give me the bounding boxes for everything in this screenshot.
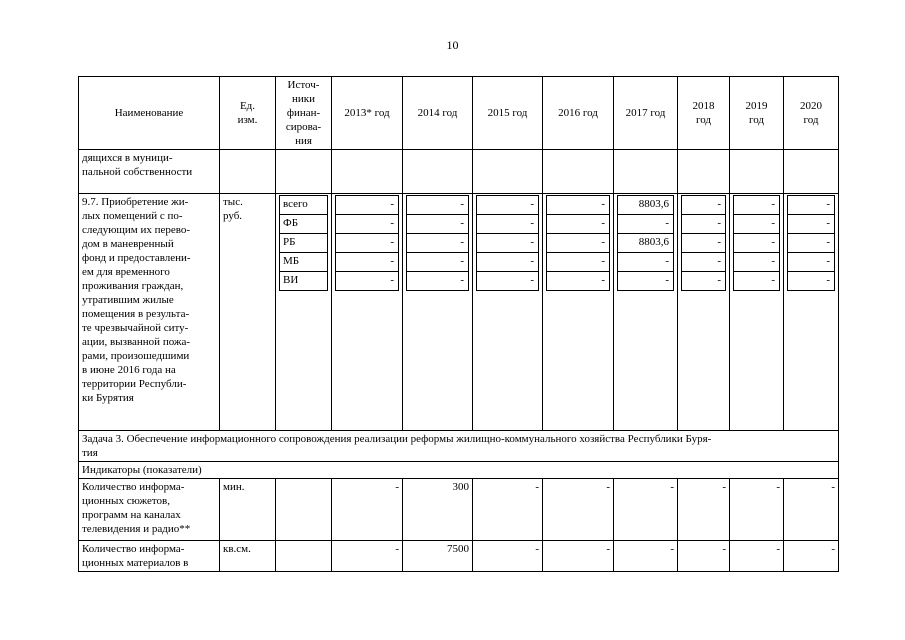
sources-list: [279, 195, 328, 291]
value-cell: -: [473, 541, 543, 572]
value-cell: -: [734, 272, 780, 291]
year-values: [787, 195, 835, 291]
value-cell: -: [788, 253, 835, 272]
row-unit: тыс. руб.: [220, 194, 276, 431]
year-values: [681, 195, 726, 291]
value-cell: -: [407, 215, 469, 234]
col-header-year: 2016 год: [543, 77, 614, 150]
value-cell: -: [336, 215, 399, 234]
empty-cell: [784, 150, 839, 194]
page-number: 10: [446, 38, 459, 52]
row-name: 9.7. Приобретение жи- лых помещений с по- следующим их перево- дом в маневренный фонд и предоставлени- ем для временного проживания граждан, утратившим жилые помещения в результа- те чрезвычайной ситу- ации, вызванной пожа- рами, произошедшими в июне 2016 года на территории Республи- ки Бурятия: [79, 194, 220, 431]
table-row-9-7: [79, 194, 839, 431]
year-cell: [614, 194, 678, 431]
col-header-year: 2013* год: [332, 77, 403, 150]
col-header-source: Источ- ники финан- сирова- ния: [276, 77, 332, 150]
value-cell: 300: [403, 479, 473, 541]
value-cell: -: [788, 234, 835, 253]
year-cell: [678, 194, 730, 431]
value-cell: -: [477, 196, 539, 215]
year-cell: [730, 194, 784, 431]
task-row: [79, 431, 839, 462]
value-cell: -: [788, 215, 835, 234]
indicator-source: [276, 541, 332, 572]
year-values: [476, 195, 539, 291]
source-label: ФБ: [280, 215, 328, 234]
year-cell: [473, 194, 543, 431]
value-cell: -: [336, 196, 399, 215]
value-cell: -: [547, 272, 610, 291]
empty-cell: [332, 150, 403, 194]
empty-cell: [678, 150, 730, 194]
indicator-name: Количество информа- ционных материалов в: [79, 541, 220, 572]
empty-cell: [614, 150, 678, 194]
indicator-unit: кв.см.: [220, 541, 276, 572]
table-row: [79, 150, 839, 194]
empty-cell: [543, 150, 614, 194]
value-cell: 8803,6: [618, 196, 674, 215]
program-table: [78, 76, 839, 572]
value-cell: -: [618, 272, 674, 291]
value-cell: -: [614, 479, 678, 541]
empty-cell: [730, 150, 784, 194]
value-cell: -: [682, 234, 726, 253]
value-cell: -: [547, 215, 610, 234]
value-cell: -: [336, 272, 399, 291]
header-row: [79, 77, 839, 150]
value-cell: -: [407, 253, 469, 272]
value-cell: -: [407, 234, 469, 253]
value-cell: -: [788, 196, 835, 215]
source-label: всего: [280, 196, 328, 215]
col-header-year: 2017 год: [614, 77, 678, 150]
value-cell: -: [730, 541, 784, 572]
value-cell: -: [734, 215, 780, 234]
year-values: [617, 195, 674, 291]
value-cell: -: [477, 272, 539, 291]
value-cell: -: [547, 196, 610, 215]
task-title: Задача 3. Обеспечение информационного сопровождения реализации реформы жилищно-коммунального хозяйства Республики Буря- тия: [79, 431, 839, 462]
col-header-year: 2014 год: [403, 77, 473, 150]
indicator-row: [79, 541, 839, 572]
year-values: [406, 195, 469, 291]
source-label: МБ: [280, 253, 328, 272]
value-cell: -: [407, 196, 469, 215]
value-cell: -: [734, 253, 780, 272]
year-cell: [332, 194, 403, 431]
value-cell: -: [734, 234, 780, 253]
value-cell: -: [618, 253, 674, 272]
col-header-year: 2018 год: [678, 77, 730, 150]
value-cell: -: [477, 234, 539, 253]
indicator-name: Количество информа- ционных сюжетов, программ на каналах телевидения и радио**: [79, 479, 220, 541]
empty-cell: [220, 150, 276, 194]
year-cell: [543, 194, 614, 431]
value-cell: -: [734, 196, 780, 215]
indicators-title: Индикаторы (показатели): [79, 462, 839, 479]
row-name: дящихся в муници- пальной собственности: [79, 150, 220, 194]
value-cell: -: [543, 541, 614, 572]
value-cell: -: [784, 541, 839, 572]
value-cell: -: [407, 272, 469, 291]
value-cell: -: [336, 253, 399, 272]
value-cell: -: [682, 272, 726, 291]
value-cell: -: [788, 272, 835, 291]
year-values: [733, 195, 780, 291]
value-cell: -: [614, 541, 678, 572]
col-header-year: 2020 год: [784, 77, 839, 150]
indicator-row: [79, 479, 839, 541]
indicator-source: [276, 479, 332, 541]
value-cell: -: [784, 479, 839, 541]
value-cell: -: [682, 196, 726, 215]
value-cell: -: [682, 253, 726, 272]
value-cell: -: [547, 253, 610, 272]
value-cell: -: [332, 541, 403, 572]
value-cell: -: [477, 215, 539, 234]
empty-cell: [473, 150, 543, 194]
year-values: [335, 195, 399, 291]
value-cell: -: [477, 253, 539, 272]
value-cell: -: [336, 234, 399, 253]
source-label: РБ: [280, 234, 328, 253]
source-label: ВИ: [280, 272, 328, 291]
year-cell: [784, 194, 839, 431]
col-header-name: Наименование: [79, 77, 220, 150]
value-cell: -: [618, 215, 674, 234]
col-header-year: 2019 год: [730, 77, 784, 150]
empty-cell: [403, 150, 473, 194]
year-values: [546, 195, 610, 291]
value-cell: -: [682, 215, 726, 234]
value-cell: -: [473, 479, 543, 541]
value-cell: 8803,6: [618, 234, 674, 253]
col-header-year: 2015 год: [473, 77, 543, 150]
value-cell: -: [678, 541, 730, 572]
value-cell: -: [332, 479, 403, 541]
value-cell: 7500: [403, 541, 473, 572]
value-cell: -: [678, 479, 730, 541]
empty-cell: [276, 150, 332, 194]
value-cell: -: [730, 479, 784, 541]
year-cell: [403, 194, 473, 431]
indicators-row: [79, 462, 839, 479]
col-header-unit: Ед. изм.: [220, 77, 276, 150]
value-cell: -: [547, 234, 610, 253]
sources-cell: [276, 194, 332, 431]
value-cell: -: [543, 479, 614, 541]
indicator-unit: мин.: [220, 479, 276, 541]
